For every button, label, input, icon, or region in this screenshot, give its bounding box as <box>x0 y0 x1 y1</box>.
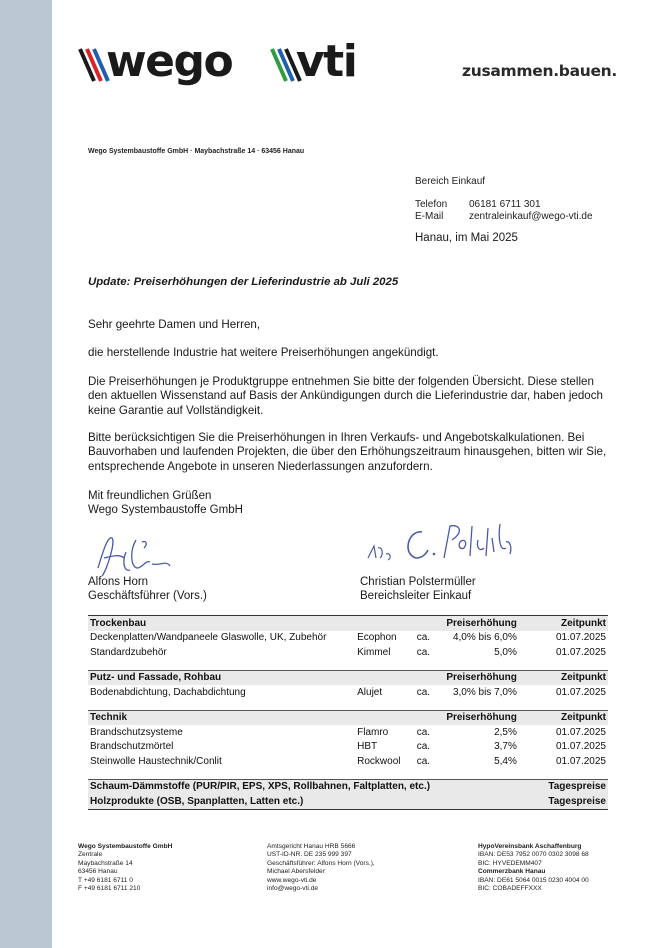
wego-logo-text: wego <box>106 36 233 87</box>
ca-cell: ca. <box>416 755 431 767</box>
signatory-1-title: Geschäftsführer (Vors.) <box>88 590 207 602</box>
daily-price-label: Schaum-Dämmstoffe (PUR/PIR, EPS, XPS, Rollbahnen, Faltplatten, etc.) <box>88 779 519 794</box>
footer-line: Commerzbank Hanau <box>478 868 546 876</box>
ca-cell: ca. <box>416 632 431 644</box>
closing-company: Wego Systembaustoffe GmbH <box>88 504 243 516</box>
table-row <box>88 725 608 740</box>
col-date-header: Zeitpunkt <box>519 616 608 631</box>
increase-cell: 3,7% <box>494 741 517 753</box>
salutation: Sehr geehrte Damen und Herren, <box>88 318 261 331</box>
wego-logo <box>78 36 238 88</box>
daily-price-row <box>88 794 608 809</box>
signatory-1-name: Alfons Horn <box>88 576 149 588</box>
email-label: E-Mail <box>415 211 444 222</box>
product-cell: Standardzubehör <box>90 646 167 658</box>
footer-line: HypoVereinsbank Aschaffenburg <box>478 843 582 850</box>
col-date-header: Zeitpunkt <box>519 710 608 725</box>
col-increase-header: Preiserhöhung <box>444 670 519 685</box>
date-cell: 01.07.2025 <box>555 755 606 767</box>
table-row <box>88 754 608 769</box>
table-row <box>88 740 608 755</box>
product-cell: Steinwolle Haustechnik/Conlit <box>90 755 222 767</box>
department: Bereich Einkauf <box>415 176 486 187</box>
ca-cell: ca. <box>416 646 431 658</box>
paragraph-1: die herstellende Industrie hat weitere Preiserhöhungen angekündigt. <box>88 346 439 359</box>
footer-legal <box>267 843 375 893</box>
daily-price-value: Tagespreise <box>519 794 608 809</box>
signature-polstermueller <box>360 518 530 578</box>
footer-bank <box>478 843 589 893</box>
group-name: Putz- und Fassade, Rohbau <box>88 670 355 685</box>
sender-line: Wego Systembaustoffe GmbH · Maybachstraße 14 · 63456 Hanau <box>88 148 305 155</box>
signatory-2-title: Bereichsleiter Einkauf <box>360 590 472 602</box>
letter-date: Hanau, im Mai 2025 <box>415 232 518 244</box>
footer-link-email[interactable]: info@wego-vti.de <box>267 885 319 893</box>
increase-cell: 3,0% bis 7,0% <box>452 686 517 698</box>
supplier-cell: Kimmel <box>357 646 391 658</box>
increase-cell: 2,5% <box>494 726 517 738</box>
product-cell: Bodenabdichtung, Dachabdichtung <box>90 686 246 698</box>
footer-company <box>78 843 172 893</box>
increase-cell: 5,0% <box>494 646 517 658</box>
footer-line: BIC: HYVEDEMM407 <box>478 859 542 867</box>
vti-logo <box>270 36 380 88</box>
ca-cell: ca. <box>416 686 431 698</box>
table-row <box>88 631 608 646</box>
group-header-row <box>88 710 608 725</box>
col-increase-header: Preiserhöhung <box>444 710 519 725</box>
footer-line: Wego Systembaustoffe GmbH <box>78 843 173 850</box>
product-cell: Brandschutzmörtel <box>90 741 174 753</box>
daily-price-value: Tagespreise <box>519 779 608 794</box>
footer-line: T +49 6181 6711 0 <box>78 876 133 884</box>
footer-line: Michael Abersfelder <box>267 868 325 876</box>
increase-cell: 4,0% bis 6,0% <box>452 632 517 644</box>
footer-link-website[interactable]: www.wego-vti.de <box>267 876 317 884</box>
footer-line: IBAN: DE61 5064 0015 0230 4004 00 <box>478 876 589 884</box>
supplier-cell: Flamro <box>357 726 389 738</box>
increase-cell: 5,4% <box>494 755 517 767</box>
footer-line: F +49 6181 6711 210 <box>78 885 141 893</box>
date-cell: 01.07.2025 <box>555 632 606 644</box>
footer-line: Maybachstraße 14 <box>78 859 133 867</box>
ca-cell: ca. <box>416 741 431 753</box>
closing-greeting: Mit freundlichen Grüßen <box>88 490 212 502</box>
phone-value: 06181 6711 301 <box>469 199 541 210</box>
footer-line: Amtsgericht Hanau HRB 5666 <box>267 843 356 850</box>
col-increase-header: Preiserhöhung <box>444 616 519 631</box>
date-cell: 01.07.2025 <box>555 726 606 738</box>
vti-logo-text: vti <box>296 36 357 87</box>
footer-line: Geschäftsführer: Alfons Horn (Vors.), <box>267 859 375 867</box>
date-cell: 01.07.2025 <box>555 686 606 698</box>
footer-line: IBAN: DE53 7952 0070 0302 3098 68 <box>478 851 589 859</box>
group-name: Technik <box>88 710 355 725</box>
paragraph-3: Bitte berücksichtigen Sie die Preiserhöhungen in Ihren Verkaufs- und Angebotskalkulationen. Bei Bauvorhaben und laufenden Projekten, die über den Erhöhungszeitraum hinausgehen, bitten wir Sie, entsprechende Angebote in unseren Niederlassungen anzufordern. <box>88 431 607 473</box>
col-date-header: Zeitpunkt <box>519 670 608 685</box>
paragraph-2: Die Preiserhöhungen je Produktgruppe entnehmen Sie bitte der folgenden Übersicht. Diese stellen den aktuellen Wissenstand auf Basis der Ankündigungen durch die Lieferindustrie dar, haben jedoch keine Garantie auf Vollständigkeit. <box>88 375 603 417</box>
supplier-cell: Ecophon <box>357 632 397 644</box>
phone-label: Telefon <box>415 199 448 210</box>
footer-line: BIC: COBADEFFXXX <box>478 885 542 893</box>
supplier-cell: Rockwool <box>357 755 401 767</box>
footer-line: 63456 Hanau <box>78 868 118 876</box>
supplier-cell: Alujet <box>357 686 383 698</box>
group-header-row <box>88 670 608 685</box>
group-name: Trockenbau <box>88 616 355 631</box>
footer-line: UST-ID-NR. DE 235 999 397 <box>267 851 352 859</box>
page-sidebar-stripe <box>0 0 52 948</box>
product-cell: Brandschutzsysteme <box>90 726 183 738</box>
signatory-2-name: Christian Polstermüller <box>360 576 476 588</box>
date-cell: 01.07.2025 <box>555 741 606 753</box>
ca-cell: ca. <box>416 726 431 738</box>
daily-price-row <box>88 779 608 794</box>
slogan: zusammen.bauen. <box>462 62 618 80</box>
email-value: zentraleinkauf@wego-vti.de <box>469 211 593 222</box>
price-increase-table <box>88 615 608 810</box>
daily-price-label: Holzprodukte (OSB, Spanplatten, Latten etc.) <box>88 794 519 809</box>
table-row <box>88 685 608 700</box>
subject-line: Update: Preiserhöhungen der Lieferindustrie ab Juli 2025 <box>88 276 399 288</box>
footer-line: Zentrale <box>78 851 103 859</box>
date-cell: 01.07.2025 <box>555 646 606 658</box>
group-header-row <box>88 616 608 631</box>
supplier-cell: HBT <box>357 741 378 753</box>
product-cell: Deckenplatten/Wandpaneele Glaswolle, UK, Zubehör <box>90 632 327 644</box>
table-row <box>88 645 608 660</box>
